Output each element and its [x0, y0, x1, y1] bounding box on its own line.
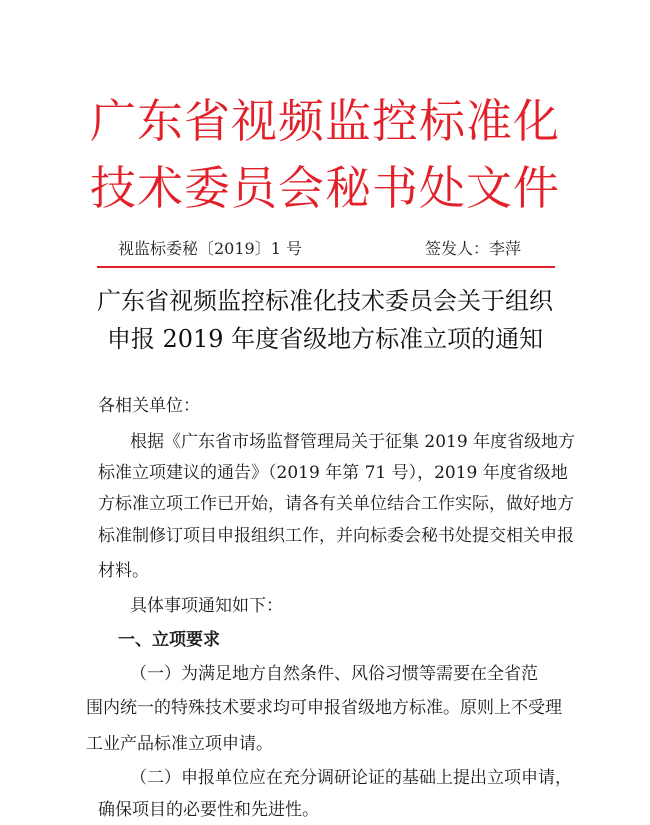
item-1-line-1: （一）为满足地方自然条件、风俗习惯等需要在全省范: [130, 664, 538, 684]
item-2-line-1: （二）申报单位应在充分调研论证的基础上提出立项申请，: [130, 768, 572, 788]
item-1-line-2: 围内统一的特殊技术要求均可申报省级地方标准。原则上不受理: [86, 698, 562, 718]
section-1-heading: 一、立项要求: [118, 630, 220, 650]
paragraph-1-line-1: 根据《广东省市场监督管理局关于征集 2019 年度省级地方: [130, 432, 576, 452]
paragraph-1-line-2: 标准立项建议的通告》（2019 年第 71 号），2019 年度省级地: [98, 463, 568, 483]
signer: 签发人：李萍: [425, 239, 522, 258]
paragraph-1-line-5: 材料。: [98, 561, 149, 581]
notice-title-line-2: 申报 2019 年度省级地方标准立项的通知: [106, 325, 544, 353]
issuer-header-line-2: 技术委员会秘书处文件: [90, 161, 560, 215]
red-divider: [97, 266, 555, 268]
document-number: 视监标委秘〔2019〕1 号: [118, 239, 302, 258]
item-1-line-3: 工业产品标准立项申请。: [86, 734, 273, 754]
notice-title-line-1: 广东省视频监控标准化技术委员会关于组织: [97, 287, 553, 315]
item-2-line-2: 确保项目的必要性和先进性。: [98, 800, 319, 820]
salutation: 各相关单位：: [98, 396, 200, 416]
issuer-header-line-1: 广东省视频监控标准化: [90, 94, 560, 148]
paragraph-2: 具体事项通知如下：: [130, 596, 283, 616]
paragraph-1-line-3: 方标准立项工作已开始，请各有关单位结合工作实际，做好地方: [98, 494, 574, 514]
paragraph-1-line-4: 标准制修订项目申报组织工作，并向标委会秘书处提交相关申报: [98, 526, 574, 546]
